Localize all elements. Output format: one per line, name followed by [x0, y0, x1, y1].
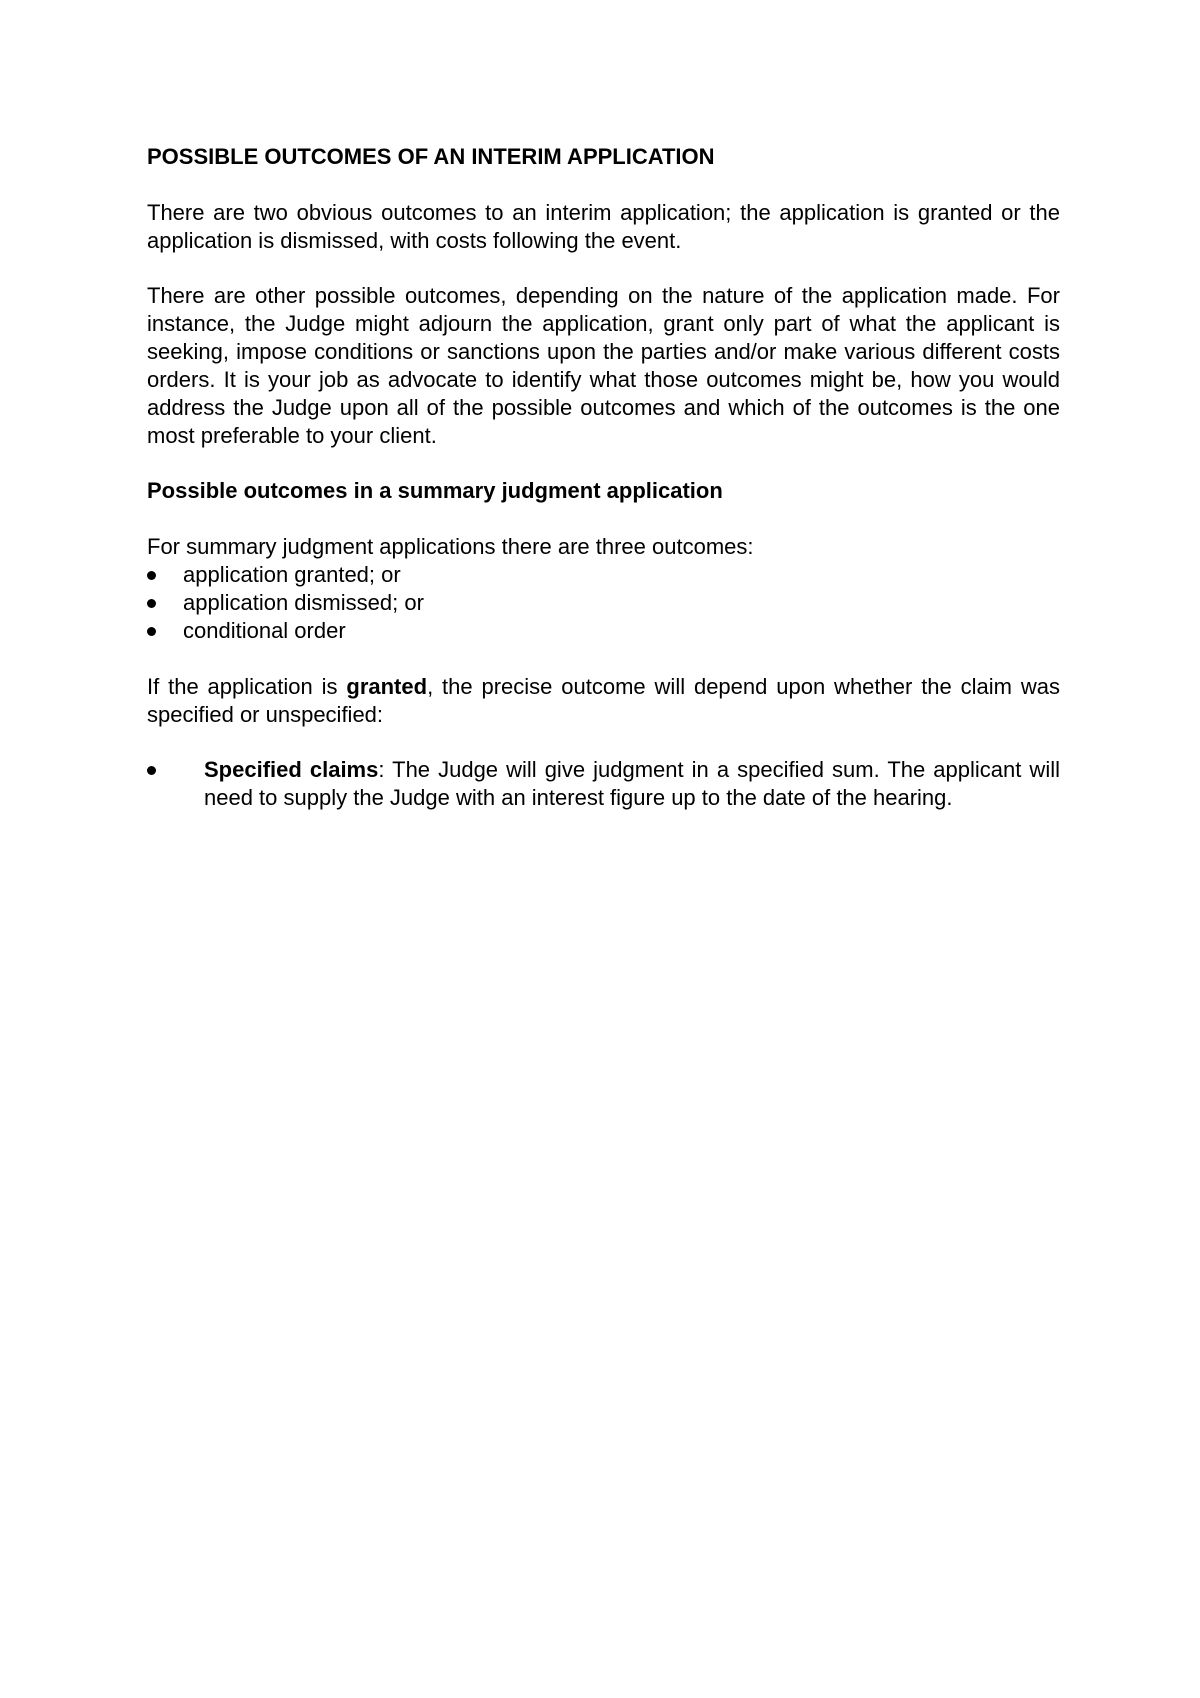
list-item-text: application dismissed; or [183, 590, 424, 615]
list-item [147, 561, 1060, 589]
outcomes-list [147, 561, 1060, 645]
bullet-icon [147, 627, 156, 636]
list-item-specified-claims [147, 756, 1060, 812]
paragraph-other-outcomes: There are other possible outcomes, depending on the nature of the application made. For instance, the Judge might adjourn the application, grant only part of what the applicant is seeking, impose conditions or sanctions upon the parties and/or make various different costs orders. It is your job as advocate to identify what those outcomes might be, how you would address the Judge upon all of the possible outcomes and which of the outcomes is the one most preferable to your client. [147, 283, 1060, 448]
page-title: POSSIBLE OUTCOMES OF AN INTERIM APPLICATION [147, 144, 715, 169]
paragraph-obvious-outcomes: There are two obvious outcomes to an interim application; the application is granted or the application is dismissed, with costs following the event. [147, 200, 1060, 253]
section-heading: Possible outcomes in a summary judgment application [147, 478, 723, 503]
list-item-text: conditional order [183, 618, 346, 643]
granted-text-before: If the application is [147, 674, 347, 699]
document-body [147, 143, 1060, 812]
list-item [147, 617, 1060, 645]
granted-text-after: , the precise outcome will depend upon whether the claim was specified or unspecified: [147, 674, 1060, 727]
paragraph-granted [147, 673, 1060, 729]
list-item-text: application granted; or [183, 562, 401, 587]
bullet-icon [147, 599, 156, 608]
list-intro: For summary judgment applications there are three outcomes: [147, 534, 754, 559]
bullet-icon [147, 766, 156, 775]
bullet-icon [147, 571, 156, 580]
list-item [147, 589, 1060, 617]
specified-claims-text: : The Judge will give judgment in a specified sum. The applicant will need to supply the Judge with an interest figure up to the date of the hearing. [204, 757, 1060, 810]
claims-list [147, 756, 1060, 812]
specified-claims-term: Specified claims [204, 757, 379, 782]
granted-bold: granted [346, 674, 428, 699]
